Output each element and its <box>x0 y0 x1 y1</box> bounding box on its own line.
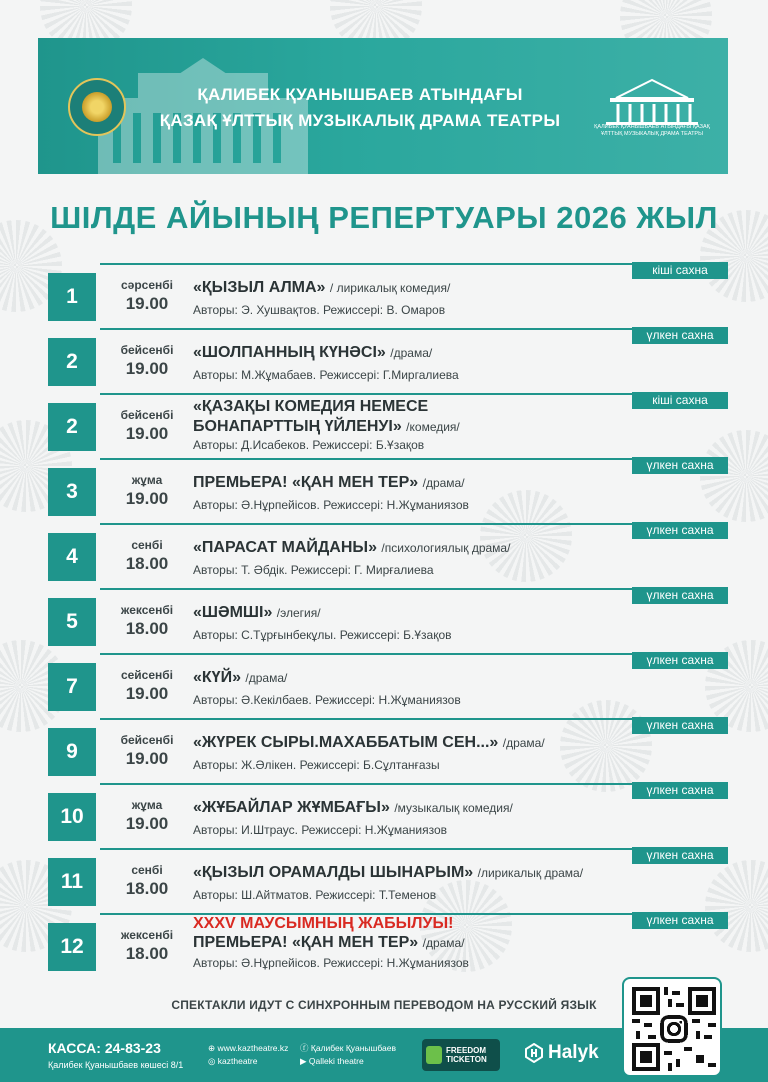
day-time <box>108 733 186 770</box>
performance-genre: /психологиялық драма/ <box>381 541 511 555</box>
day-time <box>108 538 186 575</box>
performance-info <box>193 603 723 643</box>
freedom-ticketon-logo[interactable] <box>422 1039 500 1071</box>
day-time <box>108 343 186 380</box>
box-office-phone[interactable]: КАССА: 24-83-23 <box>48 1040 161 1056</box>
performance-authors: Авторы: Ә.Кекілбаев. Режиссері: Н.Жұманиязов <box>193 693 461 707</box>
start-time: 18.00 <box>125 879 169 898</box>
performance-genre: /элегия/ <box>276 606 321 620</box>
performance-title: «ҚЫЗЫЛ АЛМА» <box>193 279 326 296</box>
performance-info <box>193 915 723 971</box>
performance-genre: /драма/ <box>245 671 288 685</box>
performance-info <box>193 798 723 838</box>
date-number: 5 <box>48 598 96 646</box>
performance-title: ПРЕМЬЕРА! «ҚАН МЕН ТЕР» <box>193 934 419 951</box>
performance-info <box>193 473 723 513</box>
start-time: 19.00 <box>125 424 169 443</box>
halyk-logo-icon <box>524 1043 544 1063</box>
weekday: сәрсенбі <box>120 278 174 292</box>
performance-info <box>193 863 723 903</box>
youtube-link[interactable]: Qalleki theatre <box>308 1056 364 1066</box>
performance-info <box>193 538 723 578</box>
day-time <box>108 408 186 445</box>
stage-badge: үлкен сахна <box>632 847 728 864</box>
start-time: 19.00 <box>125 489 169 508</box>
date-number: 2 <box>48 403 96 451</box>
performance-title: «ШӘМШІ» <box>193 604 273 621</box>
performance-title: «ШОЛПАННЫҢ КҮНӘСІ» <box>193 344 386 361</box>
performance-genre: /комедия/ <box>406 420 460 434</box>
performance-authors: Авторы: Д.Исабеков. Режиссері: Б.Ұзақов <box>193 438 425 452</box>
performance-authors: Авторы: С.Тұрғынбекұлы. Режиссері: Б.Ұзақов <box>193 628 452 642</box>
stage-badge: үлкен сахна <box>632 652 728 669</box>
date-number: 1 <box>48 273 96 321</box>
performance-authors: Авторы: Ш.Айтматов. Режиссері: Т.Теменов <box>193 888 437 902</box>
performance-row[interactable] <box>0 327 768 389</box>
stage-badge: үлкен сахна <box>632 587 728 604</box>
date-number: 9 <box>48 728 96 776</box>
freedom-label: FREEDOM <box>446 1046 486 1055</box>
stage-badge: үлкен сахна <box>632 522 728 539</box>
performance-authors: Авторы: Ә.Нұрпейісов. Режиссері: Н.Жұманиязов <box>193 956 469 970</box>
day-time <box>108 603 186 640</box>
performance-row[interactable] <box>0 717 768 779</box>
performance-row[interactable] <box>0 262 768 324</box>
weekday: жексенбі <box>120 603 174 617</box>
performance-title-line1: «ҚАЗАҚЫ КОМЕДИЯ НЕМЕСЕ <box>193 398 429 415</box>
performance-info <box>193 397 723 453</box>
weekday: жұма <box>131 798 163 812</box>
web-contacts <box>208 1042 288 1068</box>
performance-authors: Авторы: Ж.Әлікен. Режиссері: Б.Сұлтанғазы <box>193 758 440 772</box>
page-title: ШІЛДЕ АЙЫНЫҢ РЕПЕРТУАРЫ 2026 ЖЫЛ <box>50 200 718 235</box>
social-contacts <box>300 1042 396 1068</box>
performance-info <box>193 668 723 708</box>
performance-row[interactable] <box>0 457 768 519</box>
start-time: 19.00 <box>125 294 169 313</box>
start-time: 19.00 <box>125 359 169 378</box>
freedom-logo-icon <box>426 1046 442 1064</box>
weekday: бейсенбі <box>120 343 174 357</box>
weekday: сенбі <box>131 538 163 552</box>
weekday: жұма <box>131 473 163 487</box>
performance-row[interactable] <box>0 652 768 714</box>
start-time: 19.00 <box>125 684 169 703</box>
performance-genre: /драма/ <box>422 476 465 490</box>
date-number: 7 <box>48 663 96 711</box>
performance-genre: /драма/ <box>390 346 433 360</box>
performance-genre: /лирикалық драма/ <box>477 866 584 880</box>
weekday: бейсенбі <box>120 408 174 422</box>
translation-note: СПЕКТАКЛИ ИДУТ С СИНХРОННЫМ ПЕРЕВОДОМ НА РУССКИЙ ЯЗЫК <box>171 998 597 1012</box>
performance-row[interactable] <box>0 587 768 649</box>
youtube-icon: ▶ <box>300 1056 307 1066</box>
start-time: 18.00 <box>125 554 169 573</box>
performance-title: БОНАПАРТТЫҢ ҮЙЛЕНУІ» <box>193 418 402 435</box>
performance-title: «ҚЫЗЫЛ ОРАМАЛДЫ ШЫНАРЫМ» <box>193 864 474 881</box>
theatre-address: Қалибек Қуанышбаев көшесі 8/1 <box>48 1060 184 1070</box>
performance-info <box>193 343 723 383</box>
performance-title: ПРЕМЬЕРА! «ҚАН МЕН ТЕР» <box>193 474 419 491</box>
start-time: 18.00 <box>125 619 169 638</box>
weekday: сейсенбі <box>120 668 174 682</box>
date-number: 12 <box>48 923 96 971</box>
performance-genre: /драма/ <box>502 736 545 750</box>
logo-caption-line1: ҚАЛИБЕК ҚУАНЫШБАЕВ АТЫНДАҒЫ ҚАЗАҚ <box>594 124 710 130</box>
performance-row[interactable] <box>0 782 768 844</box>
performance-row[interactable] <box>0 912 768 974</box>
weekday: сенбі <box>131 863 163 877</box>
date-number: 2 <box>48 338 96 386</box>
performance-genre: / лирикалық комедия/ <box>329 281 451 295</box>
day-time <box>108 798 186 835</box>
performance-info <box>193 278 723 318</box>
stage-badge: кіші сахна <box>632 262 728 279</box>
date-number: 11 <box>48 858 96 906</box>
instagram-icon: ◎ <box>208 1056 216 1066</box>
logo-caption <box>592 124 712 138</box>
stage-badge: үлкен сахна <box>632 912 728 929</box>
stage-badge: кіші сахна <box>632 392 728 409</box>
day-time <box>108 278 186 315</box>
performance-title: «ЖҮРЕК СЫРЫ.МАХАББАТЫМ СЕН...» <box>193 734 499 751</box>
halyk-logo[interactable] <box>524 1042 599 1064</box>
performance-authors: Авторы: М.Жұмабаев. Режиссері: Г.Миргалиева <box>193 368 459 382</box>
theatre-name-line1: ҚАЛИБЕК ҚУАНЫШБАЕВ АТЫНДАҒЫ <box>197 85 523 104</box>
season-closing-notice: XXXV МАУСЫМНЫҢ ЖАБЫЛУЫ! <box>193 915 454 932</box>
theatre-name <box>140 82 580 134</box>
facebook-link[interactable]: Қалибек Қуанышбаев <box>310 1043 396 1053</box>
performance-title: «ЖҰБАЙЛАР ЖҰМБАҒЫ» <box>193 799 390 816</box>
stage-badge: үлкен сахна <box>632 327 728 344</box>
globe-icon: ⊕ <box>208 1043 216 1053</box>
qr-code-icon[interactable] <box>622 977 722 1077</box>
ticketon-label: TICKETON <box>446 1055 487 1064</box>
date-number: 4 <box>48 533 96 581</box>
facebook-icon: ⓕ <box>300 1043 309 1053</box>
stage-badge: үлкен сахна <box>632 782 728 799</box>
start-time: 19.00 <box>125 749 169 768</box>
day-time <box>108 473 186 510</box>
performance-title: «КҮЙ» <box>193 669 241 686</box>
kazakhstan-emblem-icon <box>68 78 126 136</box>
performance-row[interactable] <box>0 847 768 909</box>
performance-authors: Авторы: И.Штраус. Режиссері: Н.Жұманиязов <box>193 823 447 837</box>
performance-info <box>193 733 723 773</box>
performance-row[interactable] <box>0 392 768 454</box>
theatre-name-line2: ҚАЗАҚ ҰЛТТЫҚ МУЗЫКАЛЫҚ ДРАМА ТЕАТРЫ <box>159 111 561 130</box>
website-link[interactable]: www.kaztheatre.kz <box>217 1043 289 1053</box>
halyk-label: Halyk <box>548 1042 599 1063</box>
day-time <box>108 668 186 705</box>
instagram-link[interactable]: kaztheatre <box>217 1056 258 1066</box>
performance-genre: /драма/ <box>422 936 465 950</box>
performance-authors: Авторы: Т. Әбдік. Режиссері: Г. Мирғалиева <box>193 563 434 577</box>
stage-badge: үлкен сахна <box>632 717 728 734</box>
start-time: 19.00 <box>125 814 169 833</box>
date-number: 3 <box>48 468 96 516</box>
start-time: 18.00 <box>125 944 169 963</box>
performance-title: «ПАРАСАТ МАЙДАНЫ» <box>193 539 377 556</box>
performance-row[interactable] <box>0 522 768 584</box>
qr-code-graphic <box>632 987 716 1071</box>
weekday: бейсенбі <box>120 733 174 747</box>
date-number: 10 <box>48 793 96 841</box>
day-time <box>108 928 186 965</box>
performance-genre: /музыкалық комедия/ <box>394 801 513 815</box>
stage-badge: үлкен сахна <box>632 457 728 474</box>
performance-authors: Авторы: Ә.Нұрпейісов. Режиссері: Н.Жұманиязов <box>193 498 469 512</box>
performance-authors: Авторы: Э. Хушвақтов. Режиссері: В. Омаров <box>193 303 446 317</box>
day-time <box>108 863 186 900</box>
logo-caption-line2: ҰЛТТЫҚ МУЗЫКАЛЫҚ ДРАМА ТЕАТРЫ <box>601 131 703 137</box>
weekday: жексенбі <box>120 928 174 942</box>
